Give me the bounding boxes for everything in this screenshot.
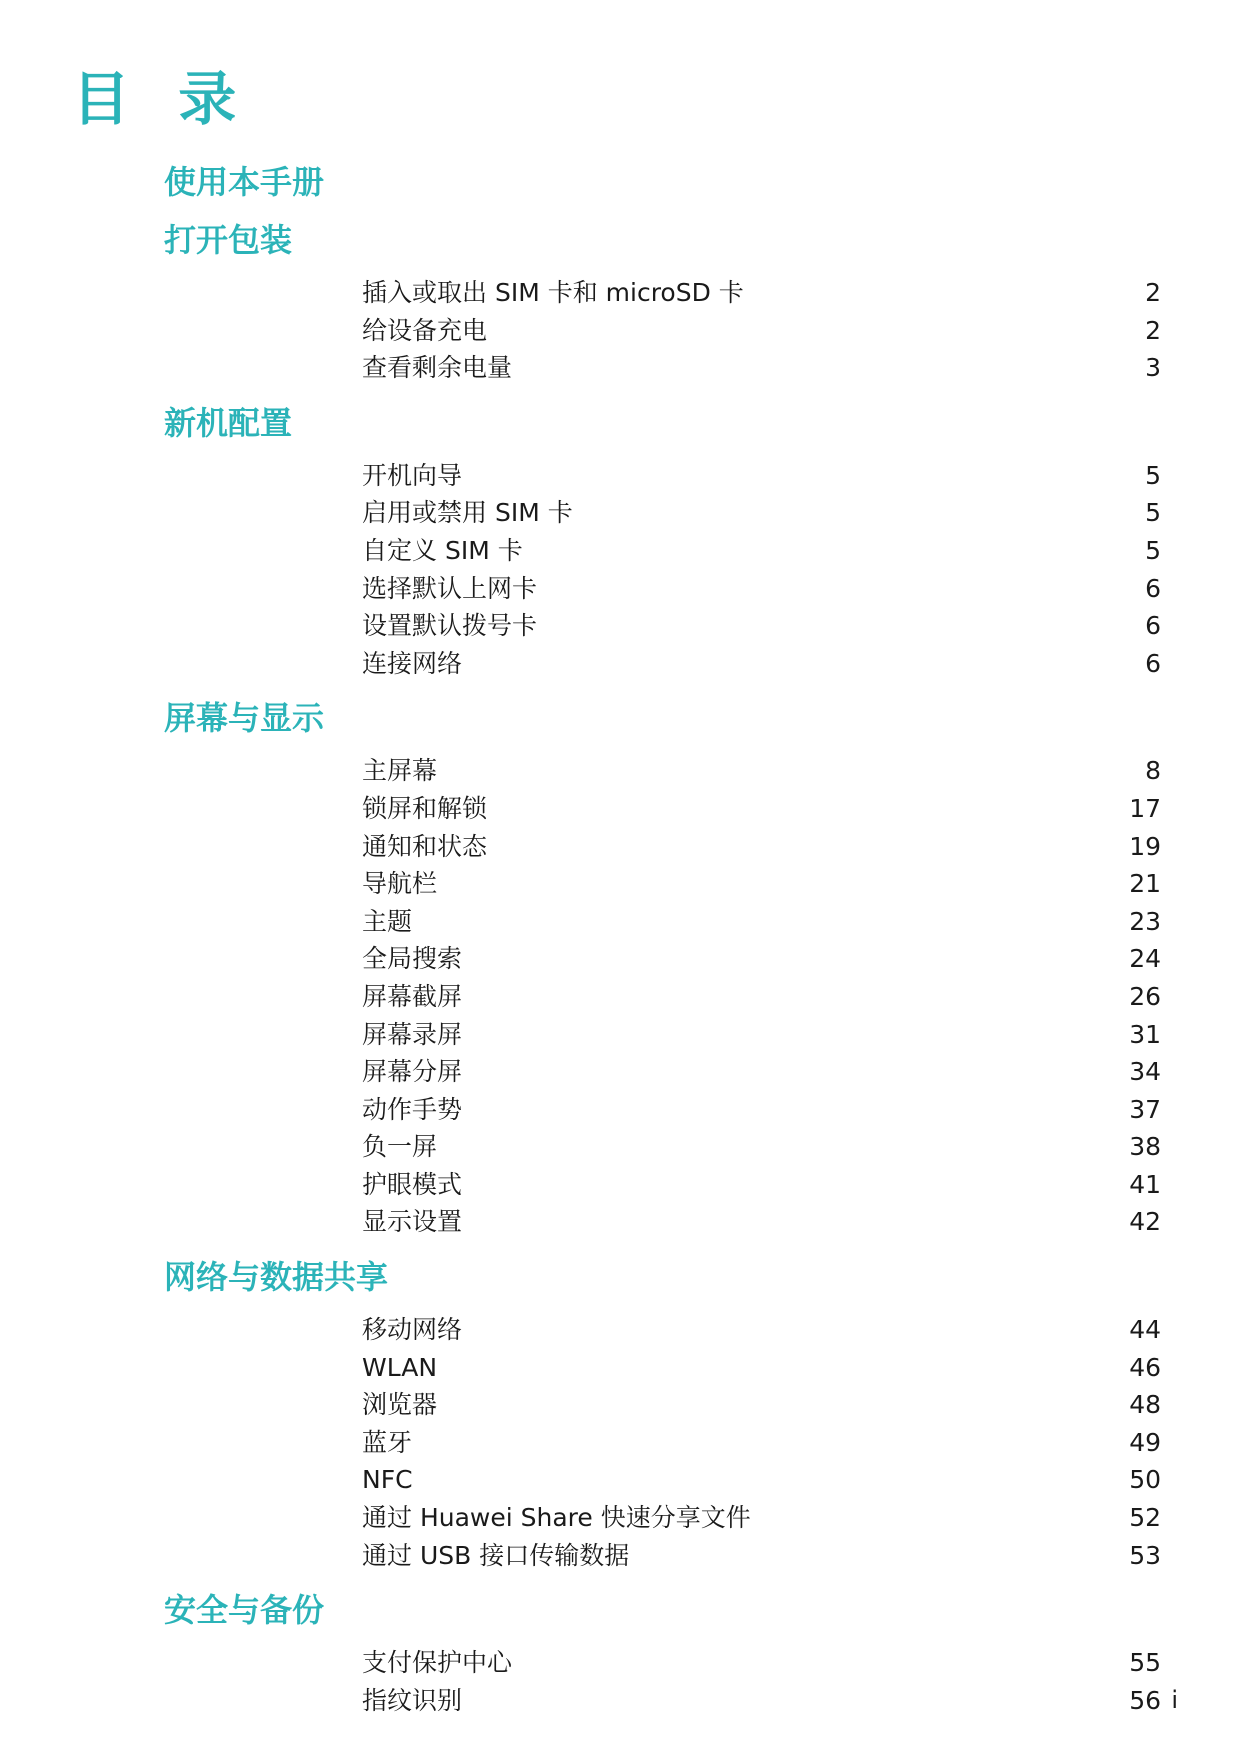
toc-entry[interactable] — [0, 1016, 1241, 1054]
section-entry-list — [0, 1644, 1241, 1731]
entry-page-number: 23 — [1129, 906, 1161, 936]
entry-page-number: 2 — [1145, 278, 1161, 307]
entry-page-number: 55 — [1129, 1648, 1161, 1678]
entry-label: 屏幕分屏 — [362, 1057, 463, 1087]
entry-page-number: 5 — [1145, 498, 1161, 528]
entry-page-number: 46 — [1129, 1352, 1161, 1382]
toc-entry[interactable] — [0, 1311, 1241, 1349]
toc-entry[interactable] — [0, 349, 1241, 387]
table-of-contents — [0, 158, 1241, 1731]
entry-page-number: 6 — [1145, 648, 1161, 678]
section-entry-list — [0, 752, 1241, 1253]
toc-section — [0, 399, 1241, 695]
toc-entry[interactable] — [0, 1682, 1241, 1720]
toc-entry[interactable] — [0, 1424, 1241, 1462]
page-title: 目 录 — [72, 65, 251, 133]
entry-label: 导航栏 — [362, 869, 438, 899]
entry-label: 给设备充电 — [362, 315, 488, 345]
entry-label: 屏幕截屏 — [362, 981, 463, 1011]
entry-page-number: 3 — [1145, 353, 1161, 383]
page-number: i — [1171, 1686, 1178, 1714]
toc-entry[interactable] — [0, 494, 1241, 532]
toc-entry[interactable] — [0, 1644, 1241, 1682]
toc-entry[interactable] — [0, 1537, 1241, 1575]
toc-section — [0, 216, 1241, 399]
entry-label: 屏幕录屏 — [362, 1019, 463, 1049]
section-title[interactable]: 屏幕与显示 — [164, 699, 325, 738]
entry-label: NFC — [362, 1465, 413, 1495]
entry-label: 启用或禁用 SIM 卡 — [362, 498, 573, 528]
entry-label: 连接网络 — [362, 648, 463, 678]
entry-page-number: 48 — [1129, 1390, 1161, 1420]
toc-entry[interactable] — [0, 1166, 1241, 1204]
toc-entry[interactable] — [0, 790, 1241, 828]
toc-entry[interactable] — [0, 1349, 1241, 1387]
entry-page-number: 41 — [1129, 1169, 1161, 1199]
entry-label: 主屏幕 — [362, 756, 438, 786]
toc-entry[interactable] — [0, 1128, 1241, 1166]
toc-entry[interactable] — [0, 940, 1241, 978]
entry-page-number: 21 — [1129, 869, 1161, 899]
toc-section — [0, 158, 1241, 216]
toc-entry[interactable] — [0, 1386, 1241, 1424]
entry-label: 开机向导 — [362, 460, 463, 490]
entry-page-number: 6 — [1145, 573, 1161, 603]
entry-page-number: 24 — [1129, 944, 1161, 974]
toc-entry[interactable] — [0, 570, 1241, 608]
entry-page-number: 42 — [1129, 1207, 1161, 1237]
entry-label: 浏览器 — [362, 1390, 438, 1420]
entry-label: 锁屏和解锁 — [362, 793, 488, 823]
entry-label: 指纹识别 — [362, 1685, 463, 1715]
toc-entry[interactable] — [0, 978, 1241, 1016]
entry-page-number: 5 — [1145, 535, 1161, 565]
entry-page-number: 8 — [1145, 756, 1161, 786]
toc-section — [0, 694, 1241, 1253]
toc-entry[interactable] — [0, 1053, 1241, 1091]
section-entry-list — [0, 457, 1241, 695]
entry-label: 插入或取出 SIM 卡和 microSD 卡 — [362, 278, 744, 307]
entry-page-number: 44 — [1129, 1315, 1161, 1345]
entry-page-number: 5 — [1145, 460, 1161, 490]
entry-label: 主题 — [362, 906, 413, 936]
toc-entry[interactable] — [0, 752, 1241, 790]
toc-entry[interactable] — [0, 312, 1241, 350]
section-title[interactable]: 安全与备份 — [164, 1591, 325, 1630]
toc-entry[interactable] — [0, 457, 1241, 495]
entry-label: 护眼模式 — [362, 1169, 463, 1199]
entry-page-number: 19 — [1129, 831, 1161, 861]
entry-label: 查看剩余电量 — [362, 353, 513, 383]
toc-entry[interactable] — [0, 607, 1241, 645]
toc-entry[interactable] — [0, 865, 1241, 903]
entry-label: 动作手势 — [362, 1094, 463, 1124]
entry-label: 通过 USB 接口传输数据 — [362, 1540, 630, 1570]
toc-entry[interactable] — [0, 1461, 1241, 1499]
entry-page-number: 17 — [1129, 793, 1161, 823]
entry-page-number: 31 — [1129, 1019, 1161, 1049]
entry-page-number: 26 — [1129, 981, 1161, 1011]
section-title[interactable]: 新机配置 — [164, 403, 293, 442]
entry-page-number: 34 — [1129, 1057, 1161, 1087]
entry-label: 自定义 SIM 卡 — [362, 535, 523, 565]
toc-entry[interactable] — [0, 1091, 1241, 1129]
entry-label: 全局搜索 — [362, 944, 463, 974]
section-title[interactable]: 使用本手册 — [164, 163, 325, 201]
entry-page-number: 53 — [1129, 1540, 1161, 1570]
entry-label: 设置默认拨号卡 — [362, 611, 538, 641]
entry-label: 负一屏 — [362, 1132, 438, 1162]
entry-page-number: 2 — [1145, 315, 1161, 345]
entry-label: 通过 Huawei Share 快速分享文件 — [362, 1503, 751, 1533]
entry-label: 通知和状态 — [362, 831, 488, 861]
entry-label: 选择默认上网卡 — [362, 573, 538, 603]
entry-label: 支付保护中心 — [362, 1648, 513, 1678]
entry-label: 移动网络 — [362, 1315, 463, 1345]
entry-label: 显示设置 — [362, 1207, 463, 1237]
entry-page-number: 37 — [1129, 1094, 1161, 1124]
toc-entry[interactable] — [0, 828, 1241, 866]
toc-entry[interactable] — [0, 645, 1241, 683]
toc-section — [0, 1253, 1241, 1586]
entry-page-number: 38 — [1129, 1132, 1161, 1162]
toc-section — [0, 1586, 1241, 1731]
toc-entry[interactable] — [0, 274, 1241, 312]
entry-page-number: 6 — [1145, 611, 1161, 641]
section-entry-list — [0, 274, 1241, 399]
entry-page-number: 49 — [1129, 1427, 1161, 1457]
toc-entry[interactable] — [0, 1203, 1241, 1241]
entry-page-number: 52 — [1129, 1503, 1161, 1533]
entry-page-number: 50 — [1129, 1465, 1161, 1495]
toc-entry[interactable] — [0, 1499, 1241, 1537]
entry-page-number: 56 — [1129, 1685, 1161, 1715]
section-entry-list — [0, 1311, 1241, 1586]
entry-label: 蓝牙 — [362, 1427, 413, 1457]
entry-label: WLAN — [362, 1352, 438, 1382]
section-title[interactable]: 网络与数据共享 — [164, 1258, 389, 1297]
section-title[interactable]: 打开包装 — [164, 221, 293, 259]
toc-entry[interactable] — [0, 532, 1241, 570]
toc-entry[interactable] — [0, 903, 1241, 941]
